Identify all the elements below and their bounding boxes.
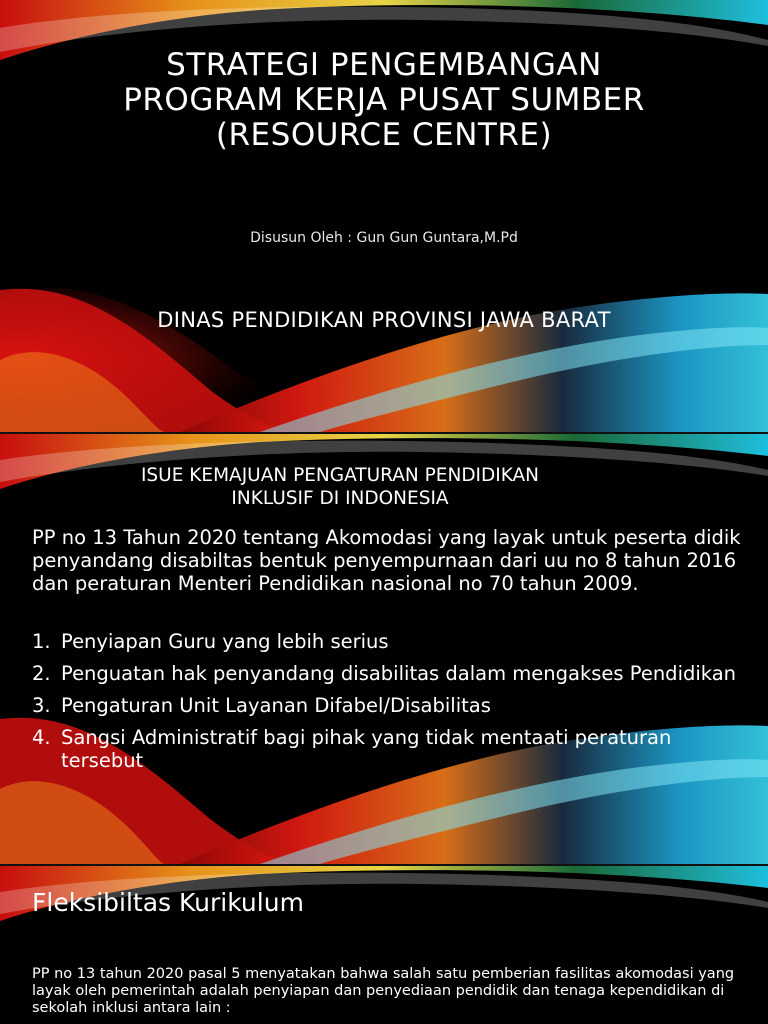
list-item	[32, 694, 742, 717]
issues-list	[32, 630, 742, 781]
list-text: Pengaturan Unit Layanan Difabel/Disabilitas	[61, 694, 491, 717]
title-line: (RESOURCE CENTRE)	[215, 117, 553, 153]
list-text: Penyiapan Guru yang lebih serius	[61, 630, 389, 653]
list-number: 1.	[32, 630, 51, 653]
list-number: 2.	[32, 662, 51, 685]
list-item	[32, 726, 742, 772]
title-line: PROGRAM KERJA PUSAT SUMBER	[123, 82, 645, 118]
list-item	[32, 662, 742, 685]
slide-title	[20, 464, 660, 510]
slide-title: Fleksibiltas Kurikulum	[32, 888, 304, 917]
list-item	[32, 630, 742, 653]
author-line: Disusun Oleh : Gun Gun Guntara,M.Pd	[250, 230, 518, 246]
issues-slide	[0, 434, 768, 864]
list-number: 4.	[32, 726, 51, 749]
title-slide	[0, 0, 768, 432]
list-text: Penguatan hak penyandang disabilitas dalam mengakses Pendidikan	[61, 662, 737, 685]
body-paragraph: PP no 13 tahun 2020 pasal 5 menyatakan bahwa salah satu pemberian fasilitas akomodasi yang layak oleh pemerintah adalah penyiapan dan penyediaan pendidik dan tenaga kependidikan di sekolah inklusi antara lain :	[32, 966, 735, 1016]
title-line: INKLUSIF DI INDONESIA	[231, 488, 449, 509]
title-line: ISUE KEMAJUAN PENGATURAN PENDIDIKAN	[140, 465, 540, 486]
curriculum-slide	[0, 866, 768, 1024]
organization-name: DINAS PENDIDIKAN PROVINSI JAWA BARAT	[157, 308, 611, 332]
intro-paragraph: PP no 13 Tahun 2020 tentang Akomodasi yang layak untuk peserta didik penyandang disabiltas bentuk penyempurnaan dari uu no 8 tahun 2016 dan peraturan Menteri Pendidikan nasional no 70 tahun 2009.	[32, 526, 741, 595]
list-number: 3.	[32, 694, 51, 717]
list-text: Sangsi Administratif bagi pihak yang tidak mentaati peraturan tersebut	[61, 726, 672, 772]
title-line: STRATEGI PENGEMBANGAN	[166, 47, 602, 83]
slide-title	[30, 48, 738, 153]
